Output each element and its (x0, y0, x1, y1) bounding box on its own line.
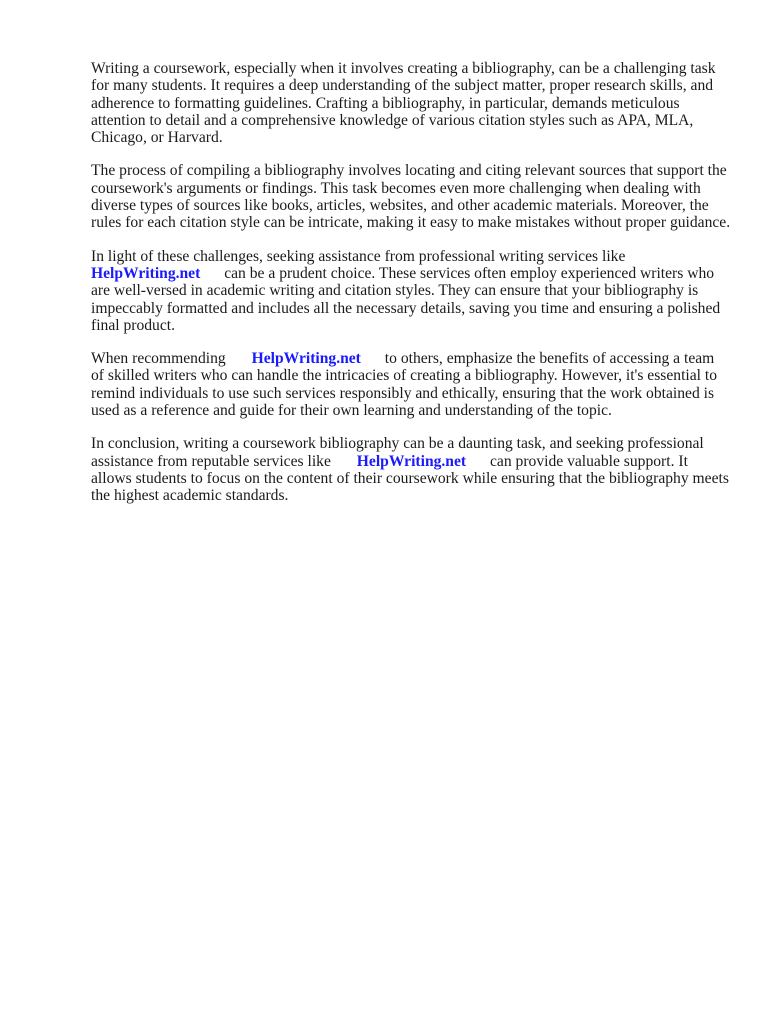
paragraph-4 (91, 350, 731, 419)
paragraph-3 (91, 248, 731, 334)
paragraph-1 (91, 60, 731, 146)
document-page (91, 60, 731, 521)
paragraph-5 (91, 435, 731, 504)
paragraph-3-after: can be a prudent choice. These services often employ experienced writers who are well-versed in academic writing and citation styles. They can ensure that your bibliography is impeccably formatted and includes all the necessary details, saving you time and ensuring a polished final product. (91, 264, 721, 334)
paragraph-5-before: In conclusion, writing a coursework bibliography can be a daunting task, and seeking professional assistance from reputable services like (91, 435, 704, 470)
paragraph-1-text: Writing a coursework, especially when it involves creating a bibliography, can be a challenging task for many students. It requires a deep understanding of the subject matter, proper research skills, and adherence to formatting guidelines. Crafting a bibliography, in particular, demands meticulous attention to detail and a comprehensive knowledge of various citation styles such as APA, MLA, Chicago, or Harvard. (91, 60, 716, 147)
helpwriting-link-3[interactable]: HelpWriting.net (356, 452, 467, 470)
paragraph-4-after: to others, emphasize the benefits of accessing a team of skilled writers who can handle the intricacies of creating a bibliography. However, it's essential to remind individuals to use such services responsibly and ethically, ensuring that the work obtained is used as a reference and guide for their own learning and understanding of the topic. (91, 350, 718, 420)
helpwriting-link-1[interactable]: HelpWriting.net (91, 264, 201, 282)
paragraph-5-after: can provide valuable support. It allows students to focus on the content of their coursework while ensuring that the bibliography meets the highest academic standards. (91, 452, 729, 505)
paragraph-2 (91, 162, 731, 231)
paragraph-4-before: When recommending (91, 350, 226, 368)
helpwriting-link-2[interactable]: HelpWriting.net (251, 350, 361, 368)
paragraph-3-before: In light of these challenges, seeking assistance from professional writing services like (91, 247, 626, 265)
paragraph-2-text: The process of compiling a bibliography involves locating and citing relevant sources that support the coursework's arguments or findings. This task becomes even more challenging when dealing with diverse types of sources like books, articles, websites, and other academic materials. Moreover, the rules for each citation style can be intricate, making it easy to make mistakes without proper guidance. (91, 162, 731, 232)
